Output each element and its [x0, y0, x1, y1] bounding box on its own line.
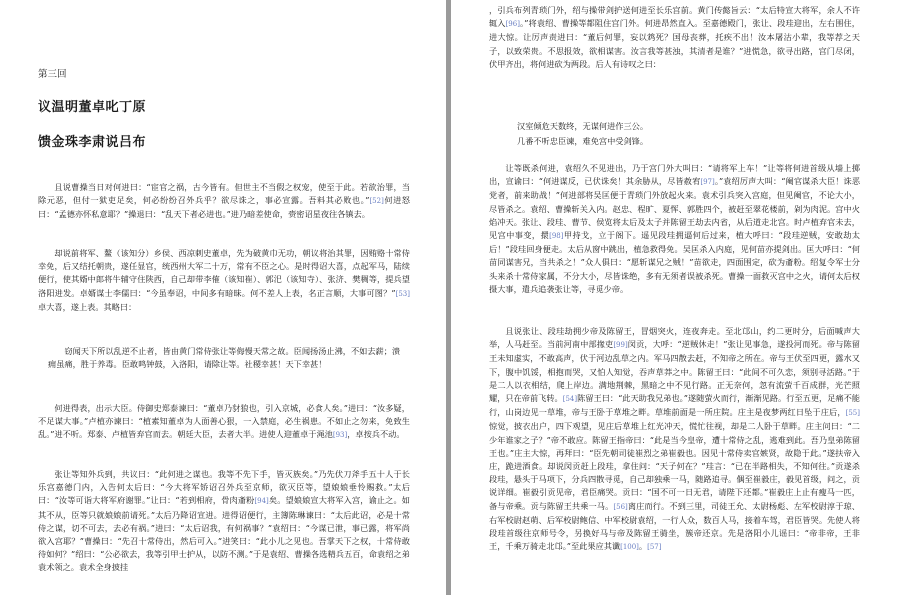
paragraph-text: 张让等知外兵到，共议曰：“此何进之谋也。我等不先下手，皆灭族矣。”乃先伏刀斧手五十人于长乐宫嘉德门内，入告何太后曰：“今大将军矫诏召外兵至京师，欲灭臣等，望娘娘垂怜赐救。”太后曰：“汝等可诣大将军府谢罪。”让曰：“若到相府，骨肉齑粉 [38, 469, 410, 506]
paragraph [38, 402, 410, 443]
paragraph [489, 4, 860, 71]
footnote-link[interactable]: [93] [332, 431, 348, 440]
paragraph [38, 468, 410, 575]
paragraph [489, 325, 860, 554]
paragraph [38, 181, 410, 222]
paragraph-text: 卓大喜，遂上表。其略曰： [38, 301, 137, 312]
paragraph-text: 且说曹操当日对何进曰：“宦官之祸，古今皆有。但世主不当假之权宠，使至于此。若欲治罪，当除元恶，但付一狱吏足矣，何必纷纷召外兵乎？欲尽诛之，事必宣露。吾料其必败也。” [38, 182, 410, 206]
paragraph-text: 。”将袁绍、曹操等都阻住宫门外。何进昂然直入。至嘉德殿门，张让、段珪迎出，左右围住，进大惊。让厉声责进曰：“董后何罪，妄以鸩死？国母丧葬，托疾不出！汝本屠沽小辈，我等荐之天子，以致荣贵。不思报效，欲相谋害。汝言我等甚浊，其清者是谁？”进慌急，欲寻出路，宫门尽闭，伏甲齐出，将何进砍为两段。后人有诗叹之曰： [489, 18, 860, 69]
footnote-link[interactable]: [52] [369, 197, 384, 206]
chapter-label: 第三回 [38, 69, 67, 80]
footnote-link[interactable]: [94] [254, 497, 269, 506]
footnote-link[interactable]: [98] [549, 232, 564, 241]
footnote-link[interactable]: [96] [505, 20, 520, 29]
paragraph-text: ，引兵布列青琐门外，绍与操带剑护送何进至长乐宫前。黄门传懿旨云：“太后特宣大将军，余人不许辄入 [489, 5, 860, 29]
paragraph [38, 247, 410, 314]
poem-line: 汉室倾危天数终，无谋何进作三公。 [517, 121, 649, 131]
paragraph-text: 让等既杀何进，袁绍久不见进出，乃于宫门外大叫曰：“请将军上车！”让等将何进首级从墙上掷出，宣谕曰：“何进谋反，已伏诛矣！其余胁从，尽皆赦宥 [489, 163, 860, 187]
footnote-link[interactable]: [100] [620, 543, 639, 552]
paragraph-text: 惊觉，披衣出户，四下观望，见庄后草堆上红光冲天，慌忙往视，却是二人卧于草畔。庄主问曰：“二少年谁家之子？”帝不敢应。陈留王指帝曰：“此是当今皇帝，遭十常侍之乱，逃难到此。吾乃皇弟陈留王也。”庄主大惊，再拜曰：“臣先朝司徒崔烈之弟崔毅也。因见十常侍卖官嫉贤，故隐于此。”遂扶帝入庄，跪进酒食。却说闵贡赶上段珪，拿住问：“天子何在？”珪言：“已在半路相失，不知何往。”贡遂杀段珪，悬头于马项下，分兵四散寻觅，自己却独乘一马，随路追寻。偶至崔毅庄，毅见首级，问之，贡说详细。崔毅引贡见帝，君臣痛哭。贡曰：“国不可一日无君，请陛下还都。”崔毅庄上止有瘦马一匹，备与帝乘。贡与陈留王共乘一马。 [489, 421, 860, 511]
paragraph-text: 离庄而行。不到三里，司徒王允、太尉杨彪、左军校尉淳于琼、右军校尉赵萌、后军校尉鲍信、中军校尉袁绍，一行人众，数百人马，接着车驾，君臣皆哭。先使人将段珪首级往京师号令，另换好马与帝及陈留王骑坐，簇帝还京。先是洛阳小儿谣曰：“帝非帝，王非王，千乘万骑走北邙。”至此果应其谶 [489, 500, 860, 552]
poem [517, 120, 857, 150]
footnote-link[interactable]: [97] [700, 178, 715, 187]
chapter-title-line-2: 馈金珠李肃说吕布 [38, 135, 147, 150]
poem-line: 几番不听忠臣谏，难免宫中受剑锋。 [517, 136, 649, 147]
chapter-title-line-1: 议温明董卓叱丁原 [38, 100, 147, 115]
footnote-link[interactable]: [53] [395, 289, 410, 298]
footnote-link[interactable]: [99] [613, 341, 628, 350]
footnote-link[interactable]: [57] [647, 543, 662, 552]
paragraph-text: 矣。望娘娘宣大将军入宫，谕止之。如其不从，臣等只就娘娘前请死。”太后乃降诏宣进。进得诏便行，主簿陈琳谏曰：“太后此诏，必是十常侍之谋，切不可去，去必有祸。”进曰：“太后诏我，有何祸事？”袁绍曰：“今谋已泄，事已露，将军尚欲入宫耶？”曹操曰：“先召十常侍出，然后可入。”进笑曰：“此小儿之见也。吾掌天下之权，十常侍敢待如何？”绍曰：“公必欲去，我等引甲士护从，以防不测。”于是袁绍、曹操各选精兵五百，命袁绍之弟袁术领之。袁术全身披挂 [38, 495, 410, 573]
paragraph-text: 甲持戈，立于阁下。遥见段珪拥逼何后过来，植大呼曰：“段珪逆贼，安敢劫太后！”段珪回身便走。太后从窗中跳出，植急救得免。吴匡杀入内庭，见何苗亦提剑出。匡大呼曰：“何苗同谋害兄，当共杀之！”众人俱曰：“愿斩谋兄之贼！”苗欲走，四面围定，砍为齑粉。绍复令军士分头来杀十常侍家属，不分大小，尽皆诛绝，多有无须者误被杀死。曹操一面救灭宫中之火，请何太后权摄大事，遣兵追袭张让等，寻觅少帝。 [489, 230, 860, 294]
paragraph-text: 陈留王曰：“此天助我兄弟也。”遂随萤火而行，渐渐见路。行至五更，足痛不能行，山岗边见一草堆，帝与王卧于草堆之畔。草堆前面是一所庄院。庄主是夜梦两红日坠于庄后， [489, 393, 860, 418]
footnote-link[interactable]: [56] [613, 502, 628, 511]
paragraph-text: 却说前将军、鳌（该知分）乡侯、西凉刺史董卓，先为破黄巾无功，朝议将治其罪，因贿赂十常侍幸免，后又结托朝贵，遂任显官，统西州大军二十万，常有不臣之心。是时得诏大喜，点起军马，陆续便行，使其婿中郎将牛辅守住陕西，自己却带李傕（该知崔）、郭汜（该知寺）、张济、樊稠等，提兵望洛阳进发。卓婿谋士李儒曰：“今虽奉诏，中间多有暗昧。何不差人上表，名正言顺，大事可图？” [38, 248, 410, 298]
paragraph-text: 何进得表，出示大臣。侍御史郑泰谏曰：“董卓乃豺狼也，引入京城，必食人矣。”进曰：“汝多疑，不足谋大事。”卢植亦谏曰：“植素知董卓为人面善心狠，一入禁庭，必生祸患。不如止之勿来，免致生乱。”进不听。郑泰、卢植皆弃官而去。朝廷大臣，去者大半。进使人迎董卓于渑池 [38, 403, 410, 440]
footnote-link[interactable]: [55] [845, 409, 860, 418]
paragraph-text: 何进怒曰：“孟德亦怀私意耶？”操退曰：“乱天下者必进也。”进乃暗差使命，赍密诏星夜往各镇去。 [38, 195, 410, 220]
paragraph-text: 闵贡，大呼：“逆贼休走！”张让见事急，遂投河而死。帝与陈留王未知虚实，不敢高声，伏于河边乱草之内。军马四散去赶，不知帝之所在。帝与王伏至四更，露水又下，腹中饥馁，相抱而哭，又怕人知觉，吞声草莽之中。陈留王曰：“此间不可久恋，须别寻活路。”于是二人以衣相结，爬上岸边。满地荆棘，黑暗之中不见行路。正无奈何，忽有流萤千百成群，光芒照耀，只在帝前飞转。 [489, 339, 860, 404]
paragraph-text: ，卓按兵不动。 [347, 429, 405, 440]
paragraph-text: 。 [638, 541, 648, 552]
memorial-quote: 窃闻天下所以乱逆不止者，皆由黄门常侍张让等侮慢天常之故。臣闻扬汤止沸，不如去薪；溃痈虽痛，胜于养毒。臣敢鸣钟鼓，入洛阳，请除让等。社稷幸甚！天下幸甚！ [48, 346, 401, 370]
paragraph-text: 且说张让、段珪劫拥少帝及陈留王，冒烟突火，连夜奔走。至北邙山，约二更时分，后面喊声大举，人马赶至。当前河南中部掾吏 [489, 326, 860, 350]
paragraph-text: 。”袁绍厉声大叫：“阉官谋杀大臣！诛恶党者，前来助战！”何进部将吴匡便于青琐门外放起火来。袁术引兵突入宫庭，但见阉官，不论大小，尽皆杀之。袁绍、曹操斩关入内。赵忠、程旷、夏恽、郭胜四个，被赶至翠花楼前，剁为肉泥。宫中火焰冲天。张让、段珪、曹节、侯览将太后及太子并陈留王劫去内省，从后道走北宫。时卢植弃官未去，见宫中事变，擐 [489, 176, 861, 241]
footnote-link[interactable]: [54] [562, 395, 578, 404]
paragraph [489, 162, 860, 296]
